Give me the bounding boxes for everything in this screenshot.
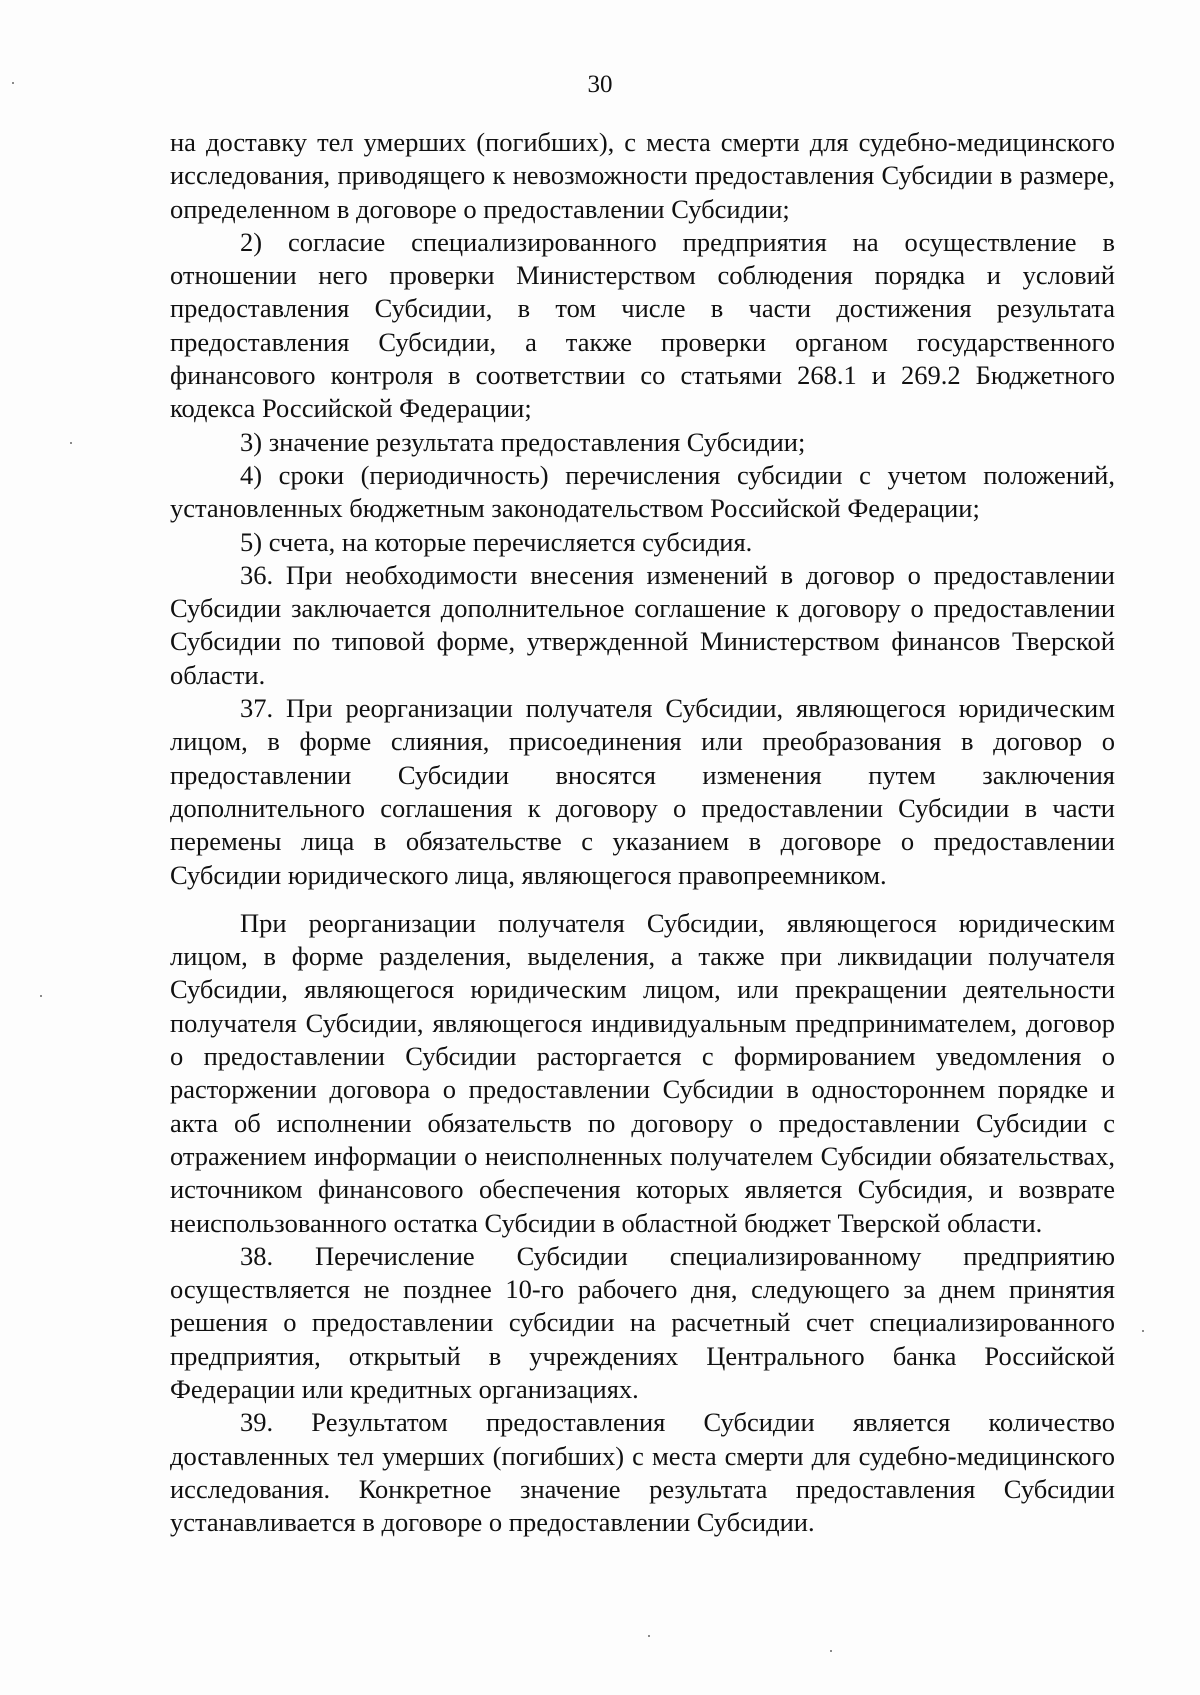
paragraph-item-4: 4) сроки (периодичность) перечисления субсидии с учетом положений, установленных бюджетным законодательством Российской Федерации; [170, 459, 1115, 524]
document-body [170, 126, 1115, 1539]
paragraph-37-part-2: При реорганизации получателя Субсидии, являющегося юридическим лицом, в форме разделения, выделения, а также при ликвидации получателя Субсидии, являющегося юридическим лицом, или прекращении деятельности получателя Субсидии, являющегося индивидуальным предпринимателем, договор о предоставлении Субсидии расторгается с формированием уведомления о расторжении договора о предоставлении Субсидии в одностороннем порядке и акта об исполнении обязательств по договору о предоставлении Субсидии с отражением информации о неисполненных получателем Субсидии обязательствах, источником финансового обеспечения которых является Субсидия, и возврате неиспользованного остатка Субсидии в областной бюджет Тверской области. [170, 907, 1115, 1238]
scan-speck [12, 82, 14, 84]
paragraph-36: 36. При необходимости внесения изменений в договор о предоставлении Субсидии заключается дополнительное соглашение к договору о предоставлении Субсидии по типовой форме, утвержденной Министерством финансов Тверской области. [170, 559, 1115, 690]
page-number: 30 [587, 71, 613, 98]
paragraph-continuation: на доставку тел умерших (погибших), с места смерти для судебно-медицинского исследования, приводящего к невозможности предоставления Субсидии в размере, определенном в договоре о предоставлении Субсидии; [170, 127, 1115, 224]
scan-speck [70, 442, 72, 444]
scan-speck [830, 1650, 832, 1652]
paragraph-item-3: 3) значение результата предоставления Субсидии; [240, 426, 806, 457]
scan-speck [40, 995, 42, 997]
paragraph-item-5: 5) счета, на которые перечисляется субсидия. [240, 526, 753, 557]
paragraph-39: 39. Результатом предоставления Субсидии является количество доставленных тел умерших (погибших) с места смерти для судебно-медицинского исследования. Конкретное значение результата предоставления Субсидии устанавливается в договоре о предоставлении Субсидии. [170, 1407, 1115, 1538]
paragraph-38: 38. Перечисление Субсидии специализированному предприятию осуществляется не позднее 10-го рабочего дня, следующего за днем принятия решения о предоставлении субсидии на расчетный счет специализированного предприятия, открытый в учреждениях Центрального банка Российской Федерации или кредитных организациях. [170, 1240, 1115, 1404]
paragraph-item-2: 2) согласие специализированного предприятия на осуществление в отношении него проверки Министерством соблюдения порядка и условий предоставления Субсидии, в том числе в части достижения результата предоставления Субсидии, а также проверки органом государственного финансового контроля в соответствии со статьями 268.1 и 269.2 Бюджетного кодекса Российской Федерации; [170, 226, 1115, 424]
scan-speck [648, 1635, 650, 1637]
paragraph-37: 37. При реорганизации получателя Субсидии, являющегося юридическим лицом, в форме слияния, присоединения или преобразования в договор о предоставлении Субсидии вносятся изменения путем заключения дополнительного соглашения к договору о предоставлении Субсидии в части перемены лица в обязательстве с указанием в договоре о предоставлении Субсидии юридического лица, являющегося правопреемником. [170, 693, 1115, 890]
scan-speck [1142, 1330, 1144, 1332]
